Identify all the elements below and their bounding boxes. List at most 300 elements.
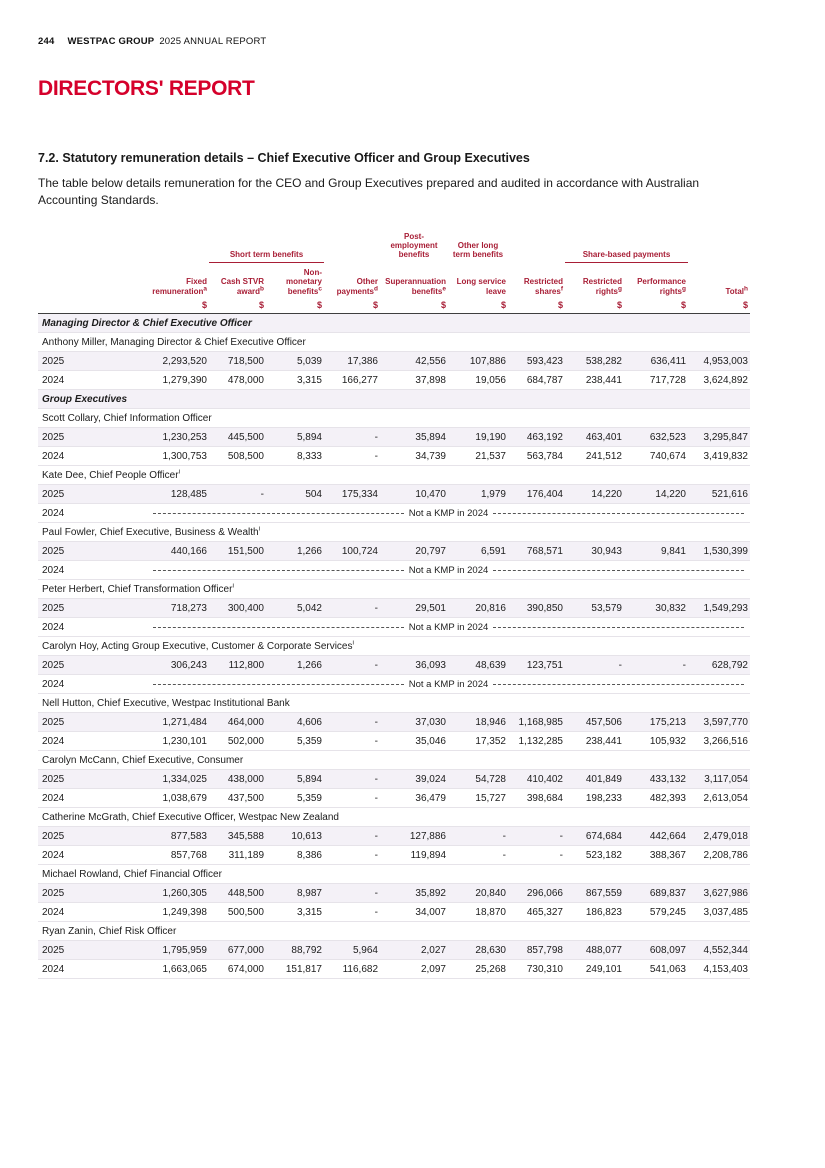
value-cell: 1,038,679 [162, 792, 207, 804]
value-cell: 176,404 [526, 488, 563, 500]
value-cell: 689,837 [649, 887, 686, 899]
executive-name-row [38, 523, 750, 542]
group-header-spacer [688, 224, 750, 262]
data-row [38, 903, 750, 922]
year-cell: 2025 [42, 944, 65, 956]
value-cell: 488,077 [585, 944, 622, 956]
value-cell: 186,823 [585, 906, 622, 918]
value-cell: 1,279,390 [162, 374, 207, 386]
year-cell: 2025 [42, 545, 65, 557]
value-cell: - [374, 773, 378, 785]
year-cell: 2025 [42, 716, 65, 728]
unit-cell: $ [266, 298, 324, 314]
value-cell: - [502, 849, 506, 861]
document-title: DIRECTORS' REPORT [38, 77, 255, 100]
value-cell: 3,315 [296, 906, 322, 918]
value-cell: - [260, 488, 264, 500]
value-cell: 5,359 [296, 735, 322, 747]
value-cell: 34,007 [415, 906, 446, 918]
year-cell: 2024 [42, 963, 65, 975]
year-cell: 2024 [42, 507, 65, 519]
value-cell: 119,894 [410, 849, 446, 861]
value-cell: 34,739 [415, 450, 446, 462]
value-cell: 1,168,985 [518, 716, 563, 728]
executive-name-row [38, 694, 750, 713]
section-row [38, 314, 750, 333]
kmp-note-label: Not a KMP in 2024 [408, 678, 489, 690]
value-cell: 5,359 [296, 792, 322, 804]
kmp-note [147, 561, 750, 580]
data-row [38, 884, 750, 903]
value-cell: 1,249,398 [162, 906, 207, 918]
kmp-note [147, 675, 750, 694]
unit-cell: $ [565, 298, 624, 314]
value-cell: 3,037,485 [703, 906, 748, 918]
value-cell: 2,208,786 [703, 849, 748, 861]
value-cell: 2,097 [420, 963, 446, 975]
value-cell: 30,832 [655, 602, 686, 614]
data-row [38, 732, 750, 751]
unit-cell: $ [688, 298, 750, 314]
value-cell: - [374, 735, 378, 747]
value-cell: 1,334,025 [162, 773, 207, 785]
column-header-long-service-leave: Long service leave [456, 277, 506, 296]
unit-cell: $ [380, 298, 448, 314]
value-cell: 8,987 [296, 887, 322, 899]
value-cell: 10,613 [291, 830, 322, 842]
value-cell: 523,182 [585, 849, 622, 861]
page-number: 244 [38, 36, 55, 47]
value-cell: 867,559 [585, 887, 622, 899]
value-cell: 1,979 [480, 488, 506, 500]
value-cell: 36,479 [415, 792, 446, 804]
value-cell: 674,684 [585, 830, 622, 842]
value-cell: 502,000 [227, 735, 264, 747]
value-cell: 593,423 [526, 355, 563, 367]
executive-name: Peter Herbert, Chief Transformation Officer$^i$ [42, 582, 234, 595]
dash-line [493, 570, 744, 571]
value-cell: 20,797 [415, 545, 446, 557]
value-cell: 538,282 [585, 355, 622, 367]
value-cell: 17,386 [347, 355, 378, 367]
value-cell: 306,243 [170, 659, 207, 671]
data-row [38, 599, 750, 618]
section-row [38, 390, 750, 409]
year-cell: 2025 [42, 355, 65, 367]
value-cell: 504 [305, 488, 322, 500]
value-cell: 433,132 [649, 773, 686, 785]
value-cell: 8,333 [296, 450, 322, 462]
unit-cell: $ [508, 298, 565, 314]
value-cell: 677,000 [227, 944, 264, 956]
column-header-total: Total$^h$ [725, 284, 748, 296]
dash-line [153, 570, 404, 571]
value-cell: 5,964 [352, 944, 378, 956]
value-cell: 1,300,753 [162, 450, 207, 462]
value-cell: 123,751 [526, 659, 563, 671]
dash-line [493, 513, 744, 514]
group-header-spacer [324, 224, 380, 262]
column-header-performance-rights: Performance rights$^g$ [637, 277, 686, 296]
value-cell: 100,724 [341, 545, 378, 557]
year-cell: 2024 [42, 906, 65, 918]
value-cell: 465,327 [526, 906, 563, 918]
value-cell: 3,627,986 [703, 887, 748, 899]
value-cell: 17,352 [475, 735, 506, 747]
value-cell: - [374, 830, 378, 842]
data-row [38, 656, 750, 675]
value-cell: 437,500 [227, 792, 264, 804]
value-cell: 151,817 [285, 963, 322, 975]
value-cell: 1,266 [296, 545, 322, 557]
value-cell: 4,953,003 [703, 355, 748, 367]
value-cell: 388,367 [649, 849, 686, 861]
value-cell: 628,792 [711, 659, 748, 671]
executive-name-row [38, 409, 750, 428]
value-cell: 30,943 [591, 545, 622, 557]
data-row [38, 428, 750, 447]
unit-cell: $ [624, 298, 688, 314]
executive-name-row [38, 751, 750, 770]
value-cell: - [374, 431, 378, 443]
value-cell: 398,684 [526, 792, 563, 804]
kmp-note-label: Not a KMP in 2024 [408, 564, 489, 576]
year-cell: 2024 [42, 735, 65, 747]
value-cell: 29,501 [415, 602, 446, 614]
value-cell: 1,549,293 [703, 602, 748, 614]
group-header-share-based-payments: Share-based payments [565, 224, 688, 262]
data-row [38, 713, 750, 732]
not-kmp-row [38, 504, 750, 523]
value-cell: 116,682 [342, 963, 378, 975]
year-cell: 2025 [42, 773, 65, 785]
value-cell: - [618, 659, 622, 671]
group-header-spacer [508, 224, 565, 262]
value-cell: 19,190 [475, 431, 506, 443]
value-cell: 4,606 [296, 716, 322, 728]
value-cell: 4,153,403 [703, 963, 748, 975]
value-cell: 684,787 [526, 374, 563, 386]
value-cell: 6,591 [480, 545, 506, 557]
value-cell: 151,500 [227, 545, 264, 557]
value-cell: 10,470 [415, 488, 446, 500]
value-cell: 35,046 [415, 735, 446, 747]
value-cell: 2,293,520 [162, 355, 207, 367]
value-cell: 238,441 [585, 735, 622, 747]
value-cell: 35,892 [415, 887, 446, 899]
page-header [38, 36, 787, 47]
executive-name: Ryan Zanin, Chief Risk Officer [42, 925, 177, 937]
data-row [38, 827, 750, 846]
value-cell: 48,639 [475, 659, 506, 671]
dash-line [153, 684, 404, 685]
value-cell: 500,500 [227, 906, 264, 918]
value-cell: 18,870 [475, 906, 506, 918]
executive-name: Carolyn McCann, Chief Executive, Consumer [42, 754, 244, 766]
value-cell: 877,583 [170, 830, 207, 842]
executive-name: Catherine McGrath, Chief Executive Officer, Westpac New Zealand [42, 811, 339, 823]
value-cell: 2,479,018 [703, 830, 748, 842]
executive-name-row [38, 922, 750, 941]
value-cell: - [374, 450, 378, 462]
intro-paragraph: The table below details remuneration for the CEO and Group Executives prepared and audited in accordance with Australian Accounting Standards. [38, 176, 700, 207]
data-row [38, 542, 750, 561]
executive-name-row [38, 865, 750, 884]
not-kmp-row [38, 561, 750, 580]
value-cell: 1,663,065 [162, 963, 207, 975]
executive-name-row [38, 580, 750, 599]
value-cell: 579,245 [649, 906, 686, 918]
value-cell: 3,315 [296, 374, 322, 386]
dash-line [153, 513, 404, 514]
value-cell: 311,189 [228, 849, 264, 861]
value-cell: 18,946 [475, 716, 506, 728]
report-title: 2025 ANNUAL REPORT [159, 36, 267, 47]
value-cell: 1,271,484 [162, 716, 207, 728]
year-cell: 2024 [42, 792, 65, 804]
dash-line [493, 627, 744, 628]
value-cell: 1,260,305 [162, 887, 207, 899]
value-cell: 457,506 [585, 716, 622, 728]
value-cell: 300,400 [227, 602, 264, 614]
value-cell: 345,588 [227, 830, 264, 842]
value-cell: 482,393 [649, 792, 686, 804]
value-cell: 39,024 [415, 773, 446, 785]
value-cell: 717,728 [649, 374, 686, 386]
value-cell: 636,411 [650, 355, 686, 367]
year-cell: 2025 [42, 659, 65, 671]
group-header-row [38, 224, 750, 262]
value-cell: 768,571 [526, 545, 563, 557]
column-header-other-payments: Other payments$^d$ [336, 277, 378, 296]
executive-name: Carolyn Hoy, Acting Group Executive, Customer & Corporate Services$^i$ [42, 639, 354, 652]
value-cell: 508,500 [227, 450, 264, 462]
value-cell: 541,063 [649, 963, 686, 975]
executive-name-row [38, 808, 750, 827]
unit-row [38, 298, 750, 314]
unit-cell: $ [324, 298, 380, 314]
year-cell: 2025 [42, 602, 65, 614]
executive-name: Paul Fowler, Chief Executive, Business & Wealth$^i$ [42, 525, 261, 538]
value-cell: 36,093 [415, 659, 446, 671]
kmp-note [147, 504, 750, 523]
column-header-cash-stvr-award: Cash STVR award$^b$ [220, 277, 264, 296]
value-cell: 857,768 [170, 849, 207, 861]
data-row [38, 846, 750, 865]
dash-line [153, 627, 404, 628]
value-cell: - [374, 792, 378, 804]
value-cell: 1,132,285 [518, 735, 563, 747]
group-header-other-long-term-benefits: Other long term benefits [452, 241, 504, 260]
value-cell: 54,728 [475, 773, 506, 785]
value-cell: - [559, 849, 563, 861]
value-cell: 19,056 [475, 374, 506, 386]
executive-name-row [38, 333, 750, 352]
value-cell: 112,800 [228, 659, 264, 671]
value-cell: - [374, 716, 378, 728]
value-cell: 1,530,399 [703, 545, 748, 557]
value-cell: 105,932 [649, 735, 686, 747]
executive-name-row [38, 637, 750, 656]
value-cell: 37,030 [415, 716, 446, 728]
unit-blank [38, 298, 147, 314]
value-cell: 632,523 [649, 431, 686, 443]
kmp-note-label: Not a KMP in 2024 [408, 621, 489, 633]
value-cell: - [374, 659, 378, 671]
value-cell: - [374, 906, 378, 918]
column-header-blank [38, 262, 147, 298]
year-cell: 2024 [42, 564, 65, 576]
data-row [38, 485, 750, 504]
year-cell: 2024 [42, 621, 65, 633]
value-cell: 9,841 [660, 545, 686, 557]
unit-cell: $ [209, 298, 266, 314]
value-cell: 1,795,959 [162, 944, 207, 956]
value-cell: 175,334 [341, 488, 378, 500]
value-cell: 175,213 [649, 716, 686, 728]
year-cell: 2024 [42, 374, 65, 386]
value-cell: 15,727 [475, 792, 506, 804]
value-cell: 28,630 [475, 944, 506, 956]
value-cell: 410,402 [526, 773, 563, 785]
value-cell: 478,000 [227, 374, 264, 386]
value-cell: 37,898 [415, 374, 446, 386]
value-cell: - [374, 849, 378, 861]
value-cell: 25,268 [475, 963, 506, 975]
value-cell: 521,616 [711, 488, 748, 500]
value-cell: 249,101 [585, 963, 622, 975]
value-cell: 3,295,847 [703, 431, 748, 443]
column-header-fixed-remuneration: Fixed remuneration$^a$ [152, 277, 207, 296]
value-cell: - [502, 830, 506, 842]
value-cell: 166,277 [341, 374, 378, 386]
kmp-note [147, 618, 750, 637]
unit-cell: $ [147, 298, 209, 314]
value-cell: 14,220 [591, 488, 622, 500]
value-cell: 88,792 [291, 944, 322, 956]
dash-line [493, 684, 744, 685]
value-cell: 14,220 [655, 488, 686, 500]
value-cell: 42,556 [415, 355, 446, 367]
remuneration-table [38, 224, 750, 979]
value-cell: 464,000 [227, 716, 264, 728]
value-cell: 238,441 [585, 374, 622, 386]
value-cell: 730,310 [526, 963, 563, 975]
value-cell: 20,840 [475, 887, 506, 899]
data-row [38, 941, 750, 960]
column-header-restricted-shares: Restricted shares$^f$ [523, 277, 563, 296]
value-cell: 2,613,054 [703, 792, 748, 804]
data-row [38, 371, 750, 390]
value-cell: 128,485 [170, 488, 207, 500]
value-cell: 5,894 [296, 773, 322, 785]
value-cell: 718,500 [227, 355, 264, 367]
data-row [38, 352, 750, 371]
section-label: Managing Director & Chief Executive Officer [42, 317, 252, 329]
section-heading: 7.2. Statutory remuneration details – Chief Executive Officer and Group Executives [38, 151, 530, 165]
year-cell: 2024 [42, 849, 65, 861]
value-cell: - [374, 602, 378, 614]
value-cell: 3,624,892 [703, 374, 748, 386]
value-cell: 8,386 [296, 849, 322, 861]
value-cell: 440,166 [170, 545, 207, 557]
value-cell: 3,597,770 [703, 716, 748, 728]
data-row [38, 960, 750, 979]
value-cell: 740,674 [649, 450, 686, 462]
value-cell: 442,664 [649, 830, 686, 842]
data-row [38, 447, 750, 466]
value-cell: 463,401 [585, 431, 622, 443]
year-cell: 2025 [42, 431, 65, 443]
value-cell: 1,230,253 [162, 431, 207, 443]
value-cell: 1,266 [296, 659, 322, 671]
value-cell: 463,192 [526, 431, 563, 443]
group-header-post-employment-benefits: Post-employment benefits [390, 232, 438, 260]
value-cell: 438,000 [227, 773, 264, 785]
value-cell: 21,537 [475, 450, 506, 462]
column-header-superannuation-benefits: Superannuation benefits$^e$ [385, 277, 446, 296]
value-cell: - [559, 830, 563, 842]
group-header-spacer [38, 224, 209, 262]
value-cell: 107,886 [469, 355, 506, 367]
value-cell: 127,886 [409, 830, 446, 842]
section-label: Group Executives [42, 393, 128, 405]
not-kmp-row [38, 618, 750, 637]
year-cell: 2024 [42, 450, 65, 462]
executive-name: Kate Dee, Chief People Officer$^i$ [42, 468, 181, 481]
value-cell: - [682, 659, 686, 671]
value-cell: 296,066 [526, 887, 563, 899]
value-cell: 3,419,832 [703, 450, 748, 462]
year-cell: 2025 [42, 488, 65, 500]
brand-name: WESTPAC GROUP [67, 36, 155, 47]
value-cell: 608,097 [649, 944, 686, 956]
value-cell: 448,500 [227, 887, 264, 899]
executive-name: Anthony Miller, Managing Director & Chief Executive Officer [42, 336, 306, 348]
group-header-short-term-benefits: Short term benefits [209, 224, 324, 262]
value-cell: 563,784 [526, 450, 563, 462]
value-cell: 1,230,101 [162, 735, 207, 747]
value-cell: 198,233 [585, 792, 622, 804]
year-cell: 2024 [42, 678, 65, 690]
value-cell: - [374, 887, 378, 899]
value-cell: 445,500 [227, 431, 264, 443]
value-cell: 674,000 [227, 963, 264, 975]
value-cell: 20,816 [475, 602, 506, 614]
column-header-restricted-rights: Restricted rights$^g$ [582, 277, 622, 296]
value-cell: 3,266,516 [703, 735, 748, 747]
value-cell: 401,849 [585, 773, 622, 785]
value-cell: 5,894 [296, 431, 322, 443]
value-cell: 241,512 [585, 450, 622, 462]
data-row [38, 770, 750, 789]
value-cell: 53,579 [591, 602, 622, 614]
column-header-row [38, 262, 750, 298]
not-kmp-row [38, 675, 750, 694]
value-cell: 4,552,344 [703, 944, 748, 956]
unit-cell: $ [448, 298, 508, 314]
value-cell: 2,027 [420, 944, 446, 956]
kmp-note-label: Not a KMP in 2024 [408, 507, 489, 519]
year-cell: 2025 [42, 830, 65, 842]
value-cell: 857,798 [526, 944, 563, 956]
executive-name: Scott Collary, Chief Information Officer [42, 412, 212, 424]
value-cell: 3,117,054 [704, 773, 748, 785]
value-cell: 390,850 [526, 602, 563, 614]
data-row [38, 789, 750, 808]
executive-name-row [38, 466, 750, 485]
year-cell: 2025 [42, 887, 65, 899]
